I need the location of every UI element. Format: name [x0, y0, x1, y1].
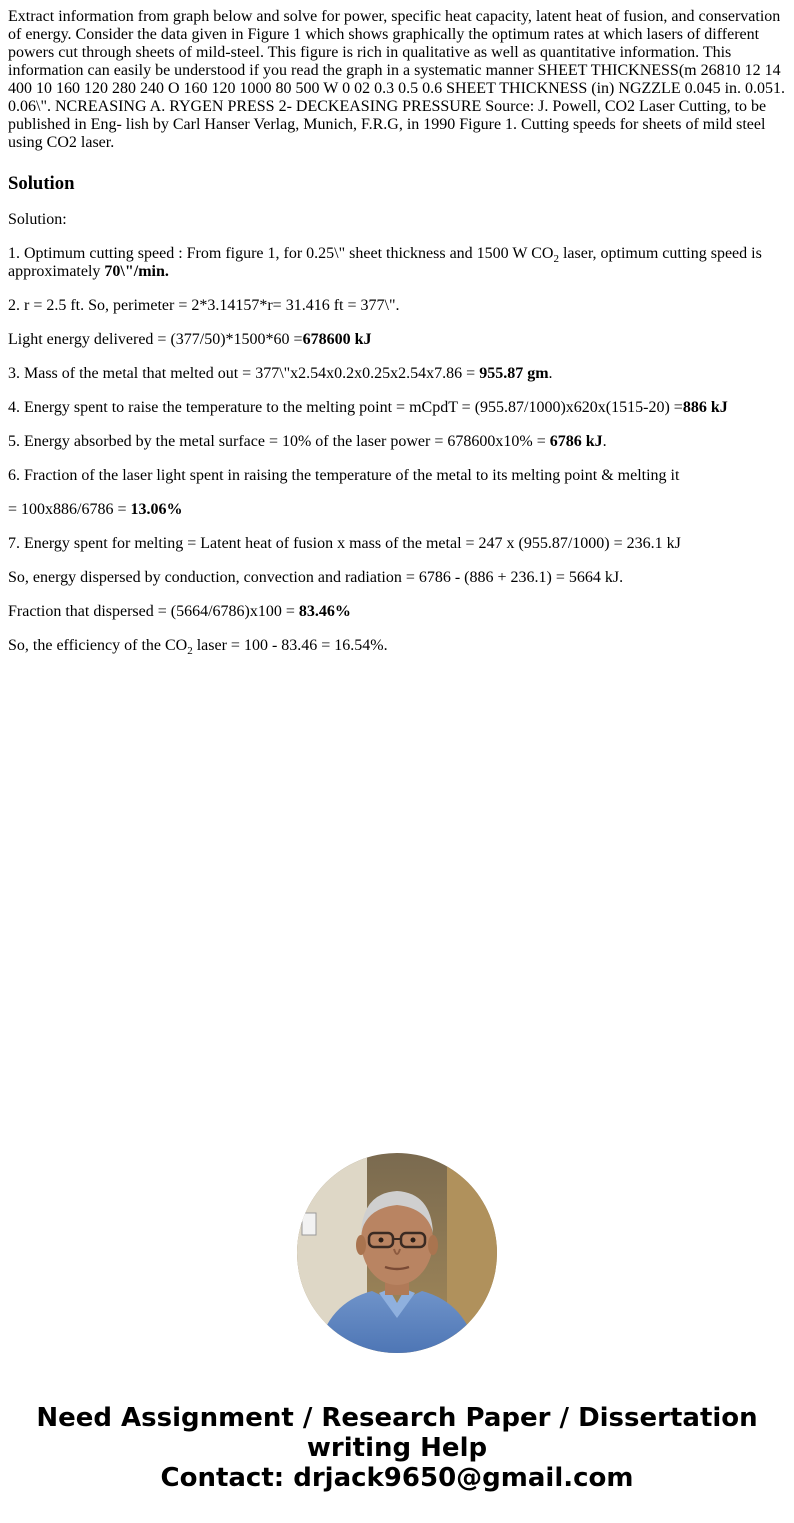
step-1-subscript: 2: [553, 253, 559, 266]
step-4-text: 4. Energy spent to raise the temperature to the melting point = mCpdT = (955.87/1000)x620x(1515-20) =: [8, 399, 683, 416]
question-text: Extract information from graph below and solve for power, specific heat capacity, latent heat of fusion, and conservation of energy. Consider the data given in Figure 1 which shows graphically the optimum rates at which lasers of different powers cut through sheets of mild-steel. This figure is rich in qualitative as well as quantitative information. This information can easily be understood if you read the graph in a systematic manner SHEET THICKNESS(m 26810 12 14 400 10 160 120 280 240 O 160 120 1000 80 500 W 0 02 0.3 0.5 0.6 SHEET THICKNESS (in) NGZZLE 0.045 in. 0.051. 0.06\". NCREASING A. RYGEN PRESS 2- DECKEASING PRESSURE Source: J. Powell, CO2 Laser Cutting, to be published in Eng- lish by Carl Hanser Verlag, Munich, F.R.G, in 1990 Figure 1. Cutting speeds for sheets of mild steel using CO2 laser.: [8, 8, 786, 151]
step-7-fraction: [8, 603, 788, 621]
step-1-answer: 70\"/min.: [104, 263, 169, 280]
step-2-energy: [8, 331, 788, 349]
step-8-text-cont: laser = 100 - 83.46 = 16.54%.: [192, 637, 388, 654]
step-3-text: 3. Mass of the metal that melted out = 377\"x2.54x0.2x0.25x2.54x7.86 =: [8, 365, 480, 382]
step-7-dispersed: So, energy dispersed by conduction, convection and radiation = 6786 - (886 + 236.1) = 5664 kJ.: [8, 569, 624, 586]
step-6: 6. Fraction of the laser light spent in raising the temperature of the metal to its melting point & melting it: [8, 467, 680, 484]
step-5-period: .: [602, 433, 607, 450]
step-1-text-cont: laser, optimum cutting speed is approximately: [8, 245, 762, 280]
step-8-efficiency: [8, 637, 788, 658]
step-1: [8, 245, 788, 281]
step-5-answer: 6786 kJ: [549, 433, 603, 450]
solution-heading: Solution: [8, 173, 75, 194]
footer-banner: [0, 1403, 794, 1493]
step-5-text: 5. Energy absorbed by the metal surface = 10% of the laser power = 678600x10% =: [8, 433, 550, 450]
step-1-text: 1. Optimum cutting speed : From figure 1, for 0.25\" sheet thickness and 1500 W CO: [8, 245, 554, 262]
step-2: 2. r = 2.5 ft. So, perimeter = 2*3.14157*r= 31.416 ft = 377\".: [8, 297, 400, 314]
step-7-answer: 83.46%: [298, 603, 351, 620]
step-4-answer: 886 kJ: [682, 399, 728, 416]
step-7: 7. Energy spent for melting = Latent heat of fusion x mass of the metal = 247 x (955.87/1000) = 236.1 kJ: [8, 535, 681, 552]
step-2-energy-answer: 678600 kJ: [302, 331, 372, 348]
step-3: [8, 365, 788, 383]
step-3-answer: 955.87 gm: [479, 365, 549, 382]
step-6-result: [8, 501, 788, 519]
step-8-text: So, the efficiency of the CO: [8, 637, 188, 654]
step-6-answer: 13.06%: [130, 501, 183, 518]
avatar-portrait: [297, 1153, 497, 1353]
document-body: [8, 8, 788, 658]
step-6-result-text: = 100x886/6786 =: [8, 501, 131, 518]
footer-line-1: Need Assignment / Research Paper / Dissertation: [36, 1403, 758, 1433]
step-8-subscript: 2: [187, 645, 193, 658]
footer-contact: Contact: drjack9650@gmail.com: [160, 1463, 634, 1493]
step-4: [8, 399, 788, 417]
step-7-fraction-text: Fraction that dispersed = (5664/6786)x100 =: [8, 603, 299, 620]
step-5: [8, 433, 788, 451]
step-2-energy-text: Light energy delivered = (377/50)*1500*60 =: [8, 331, 303, 348]
solution-label: Solution:: [8, 211, 67, 228]
footer-line-2: writing Help: [306, 1433, 488, 1463]
step-3-period: .: [548, 365, 553, 382]
author-avatar: [297, 1153, 497, 1353]
